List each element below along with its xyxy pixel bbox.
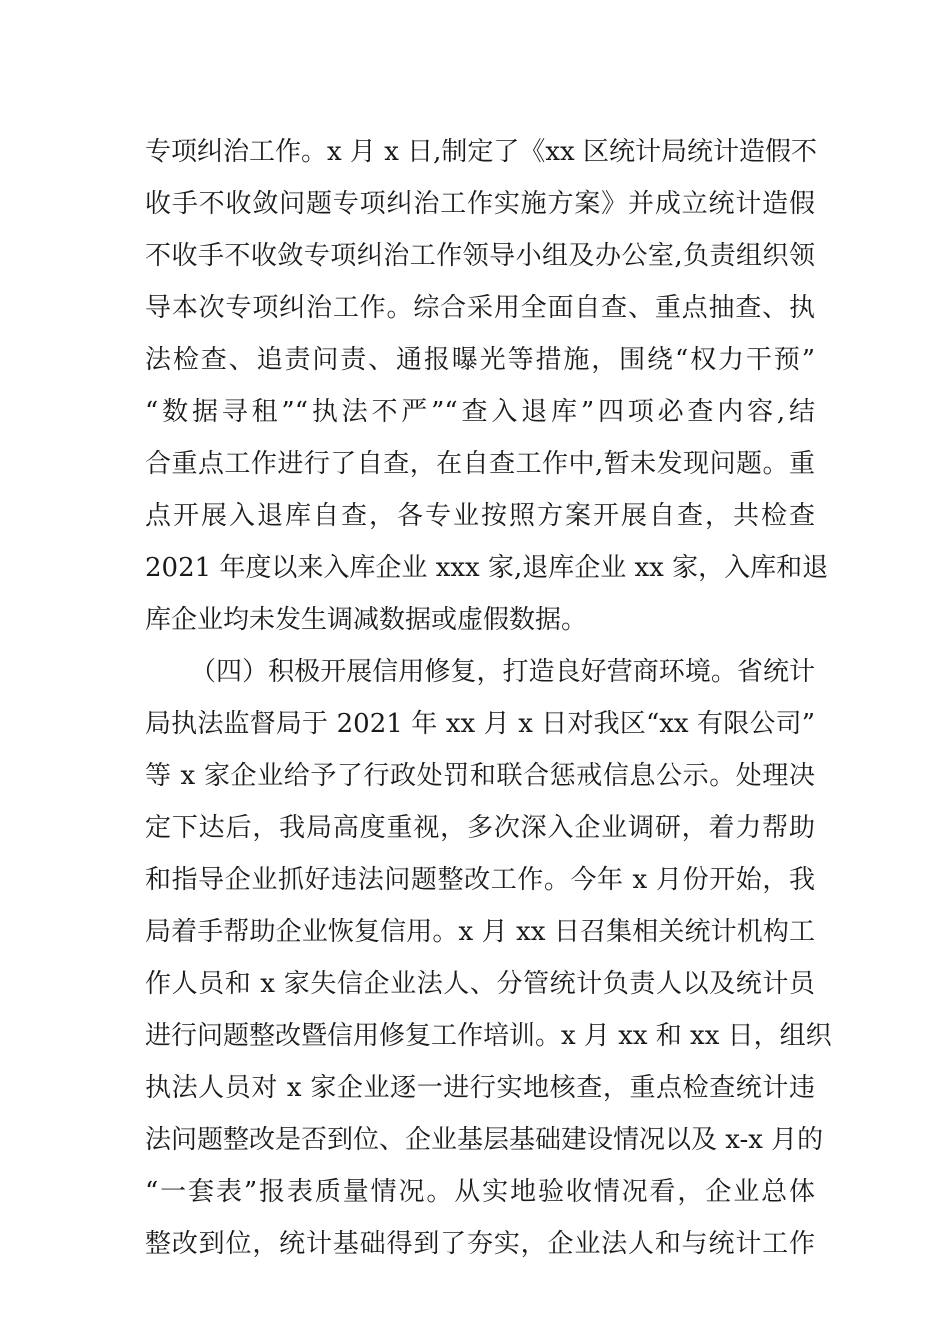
text-line: 库企业均未发生调减数据或虚假数据。 xyxy=(145,605,588,635)
text-line: 作人员和 x 家失信企业法人、分管统计负责人以及统计员 xyxy=(145,969,815,999)
text-line: 专项纠治工作。x 月 x 日,制定了《xx 区统计局统计造假不 xyxy=(145,137,817,167)
paragraph-heading-line: （四）积极开展信用修复，打造良好营商环境。省统计 xyxy=(190,657,815,687)
text-line: 局执法监督局于 2021 年 xx 月 x 日对我区“xx 有限公司” xyxy=(145,709,815,739)
text-line: 执法人员对 x 家企业逐一进行实地核查，重点检查统计违 xyxy=(145,1073,815,1103)
text-line: 法问题整改是否到位、企业基层基础建设情况以及 x-x 月的 xyxy=(145,1125,824,1155)
text-line: 导本次专项纠治工作。综合采用全面自查、重点抽查、执 xyxy=(145,293,815,323)
text-line: “一套表”报表质量情况。从实地验收情况看，企业总体 xyxy=(145,1177,815,1207)
text-line: 整改到位，统计基础得到了夯实，企业法人和与统计工作 xyxy=(145,1229,815,1259)
text-line: 局着手帮助企业恢复信用。x 月 xx 日召集相关统计机构工 xyxy=(145,917,815,947)
text-line: 收手不收敛问题专项纠治工作实施方案》并成立统计造假 xyxy=(145,189,815,219)
text-line: 2021 年度以来入库企业 xxx 家,退库企业 xx 家，入库和退 xyxy=(145,553,829,583)
text-line: 不收手不收敛专项纠治工作领导小组及办公室,负责组织领 xyxy=(145,241,815,271)
text-line: 和指导企业抓好违法问题整改工作。今年 x 月份开始，我 xyxy=(145,865,815,895)
text-line: 定下达后，我局高度重视，多次深入企业调研，着力帮助 xyxy=(145,813,815,843)
text-line: 点开展入退库自查，各专业按照方案开展自查，共检查 xyxy=(145,501,815,531)
text-line: 进行问题整改暨信用修复工作培训。x 月 xx 和 xx 日，组织 xyxy=(145,1021,832,1051)
text-line: 法检查、追责问责、通报曝光等措施，围绕“权力干预” xyxy=(145,345,815,375)
text-line: “数据寻租”“执法不严”“查入退库”四项必查内容,结 xyxy=(145,397,815,427)
body-text xyxy=(145,126,832,1270)
text-line: 合重点工作进行了自查，在自查工作中,暂未发现问题。重 xyxy=(145,449,815,479)
text-line: 等 x 家企业给予了行政处罚和联合惩戒信息公示。处理决 xyxy=(145,761,815,791)
